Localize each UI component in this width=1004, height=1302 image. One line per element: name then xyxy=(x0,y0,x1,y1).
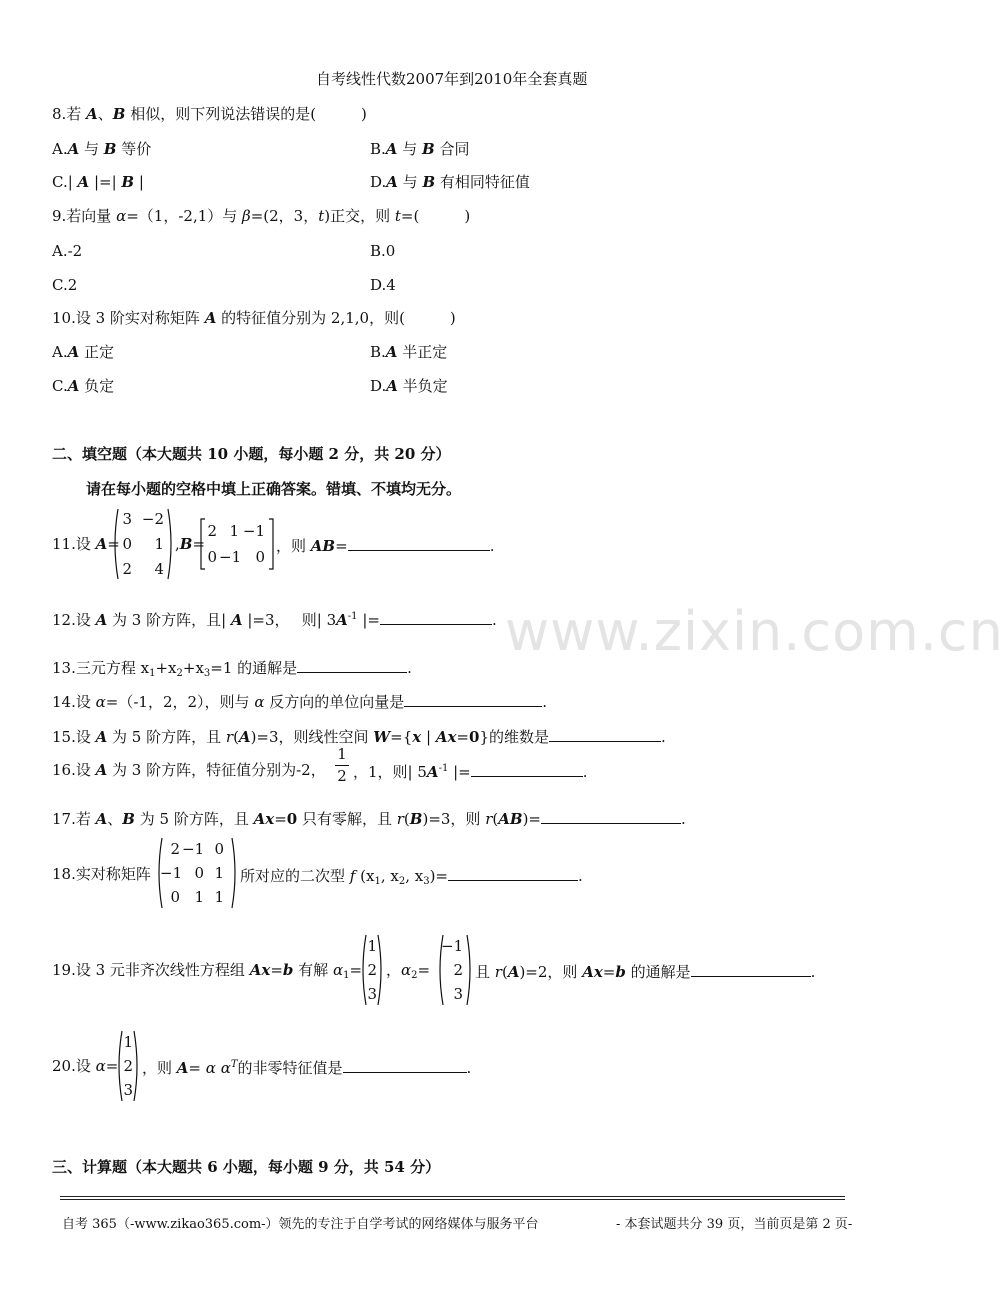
matrix-cell: 0 xyxy=(122,535,132,553)
q11-matrix-a xyxy=(112,507,174,581)
footer-divider xyxy=(60,1196,845,1197)
matrix-cell: 2 xyxy=(170,840,180,858)
matrix-cell: 0 xyxy=(170,888,180,906)
vector-cell: −1 xyxy=(441,937,464,955)
q19-alpha2: ，$\alpha_2=$ xyxy=(386,961,431,981)
q20-vector xyxy=(116,1029,140,1103)
vector-cell: 1 xyxy=(123,1033,133,1051)
section-2-title: 二、填空题（本大题共 10 小题，每小题 2 分，共 20 分） xyxy=(52,445,451,463)
matrix-cell: −1 xyxy=(160,864,183,882)
vector-cell: 2 xyxy=(453,961,463,979)
vector-cell: 1 xyxy=(367,937,377,955)
q11-b-label: ,B= xyxy=(175,535,206,553)
q10-option-a: A.A 正定 xyxy=(52,343,115,361)
q10-option-d: D.A 半负定 xyxy=(370,377,448,395)
q19-vector-2 xyxy=(437,933,473,1007)
q20-suffix: ，则 A= α $\alpha^T$的非零特征值是 . xyxy=(142,1059,472,1077)
section-3-title: 三、计算题（本大题共 6 小题，每小题 9 分，共 54 分） xyxy=(52,1158,441,1176)
q9-option-c: C.2 xyxy=(52,276,78,294)
question-17: 17.若 A、B 为 5 阶方阵，且 Ax=0 只有零解，且 r(B)=3，则 r(AB)= . xyxy=(52,810,686,828)
vector-cell: 3 xyxy=(123,1081,133,1099)
matrix-cell: 2 xyxy=(207,522,217,540)
section-2-instruction: 请在每小题的空格中填上正确答案。错填、不填均无分。 xyxy=(86,480,462,498)
matrix-cell: 1 xyxy=(214,864,224,882)
matrix-cell: 0 xyxy=(214,840,224,858)
watermark: www.zixin.com.cn xyxy=(505,600,1004,663)
footer-left: 自考 365（-www.zikao365.com-）领先的专注于自学考试的网络媒体与服务平台 xyxy=(62,1217,539,1232)
matrix-cell: 1 xyxy=(229,522,239,540)
question-8: 8.若 A、B 相似，则下列说法错误的是( ) xyxy=(52,105,367,123)
q18-matrix xyxy=(156,836,238,910)
q16-fraction: 1 2 xyxy=(335,747,349,784)
matrix-cell: 1 xyxy=(214,888,224,906)
q18-suffix: 所对应的二次型 f ($x_1$, $x_2$, $x_3)=$ . xyxy=(240,867,583,887)
q19-suffix: 且 r(A)=2，则 Ax=b 的通解是 . xyxy=(475,963,816,981)
question-14: 14.设 α=（-1，2，2），则与 α 反方向的单位向量是 . xyxy=(52,693,548,711)
q10-option-b: B.A 半正定 xyxy=(370,343,448,361)
vector-cell: 3 xyxy=(453,985,463,1003)
q8-option-c: C.| A |=| B | xyxy=(52,173,144,191)
matrix-cell: −1 xyxy=(219,548,242,566)
footer-divider xyxy=(60,1199,845,1200)
question-13: 13.三元方程 $x_1+x_2+x_3=1$ 的通解是 . xyxy=(52,659,412,679)
question-9: 9.若向量 α=（1，-2,1）与 β=(2，3，t)正交，则 t=( ) xyxy=(52,207,471,225)
matrix-cell: 0 xyxy=(255,548,265,566)
q11-answer: ，则 AB= . xyxy=(276,537,495,555)
q10-option-c: C.A 负定 xyxy=(52,377,115,395)
footer-right: - 本套试题共分 39 页，当前页是第 2 页- xyxy=(616,1217,853,1232)
question-16-part2: ，1，则| $5A^{-1}$ |= . xyxy=(353,763,588,781)
q19-vector-1 xyxy=(360,933,384,1007)
matrix-cell: −1 xyxy=(182,840,205,858)
matrix-cell: 0 xyxy=(194,864,204,882)
question-15: 15.设 A 为 5 阶方阵，且 r(A)=3，则线性空间 W={x | Ax=0}的维数是 . xyxy=(52,728,666,746)
q8-option-b: B.A 与 B 合同 xyxy=(370,140,470,158)
matrix-cell: −2 xyxy=(141,510,164,528)
q20-prefix: 20.设 α= xyxy=(52,1057,119,1075)
matrix-cell: 3 xyxy=(122,510,132,528)
vector-cell: 2 xyxy=(367,961,377,979)
matrix-cell: 2 xyxy=(122,560,132,578)
q19-prefix: 19.设 3 元非齐次线性方程组 Ax=b 有解 $\alpha_1=$ xyxy=(52,961,363,981)
q11-matrix-b xyxy=(199,518,275,570)
question-12: 12.设 A 为 3 阶方阵，且| A |=3， 则| $3A^{-1}$ |= . xyxy=(52,611,497,629)
q9-option-d: D.4 xyxy=(370,276,396,294)
matrix-cell: 4 xyxy=(154,560,164,578)
question-16-part1: 16.设 A 为 3 阶方阵，特征值分别为-2， xyxy=(52,761,326,779)
vector-cell: 3 xyxy=(367,985,377,1003)
q8-option-d: D.A 与 B 有相同特征值 xyxy=(370,173,530,191)
q8-option-a: A.A 与 B 等价 xyxy=(52,140,152,158)
matrix-cell: −1 xyxy=(242,522,265,540)
page-header: 自考线性代数2007年到2010年全套真题 xyxy=(316,70,588,88)
q18-prefix: 18.实对称矩阵 xyxy=(52,865,151,883)
q9-option-b: B.0 xyxy=(370,242,396,260)
matrix-cell: 0 xyxy=(207,548,217,566)
matrix-cell: 1 xyxy=(194,888,204,906)
matrix-cell: 1 xyxy=(154,535,164,553)
q11-prefix: 11.设 A= xyxy=(52,535,120,553)
q9-option-a: A.-2 xyxy=(52,242,83,260)
vector-cell: 2 xyxy=(123,1057,133,1075)
question-10: 10.设 3 阶实对称矩阵 A 的特征值分别为 2,1,0，则( ) xyxy=(52,309,456,327)
